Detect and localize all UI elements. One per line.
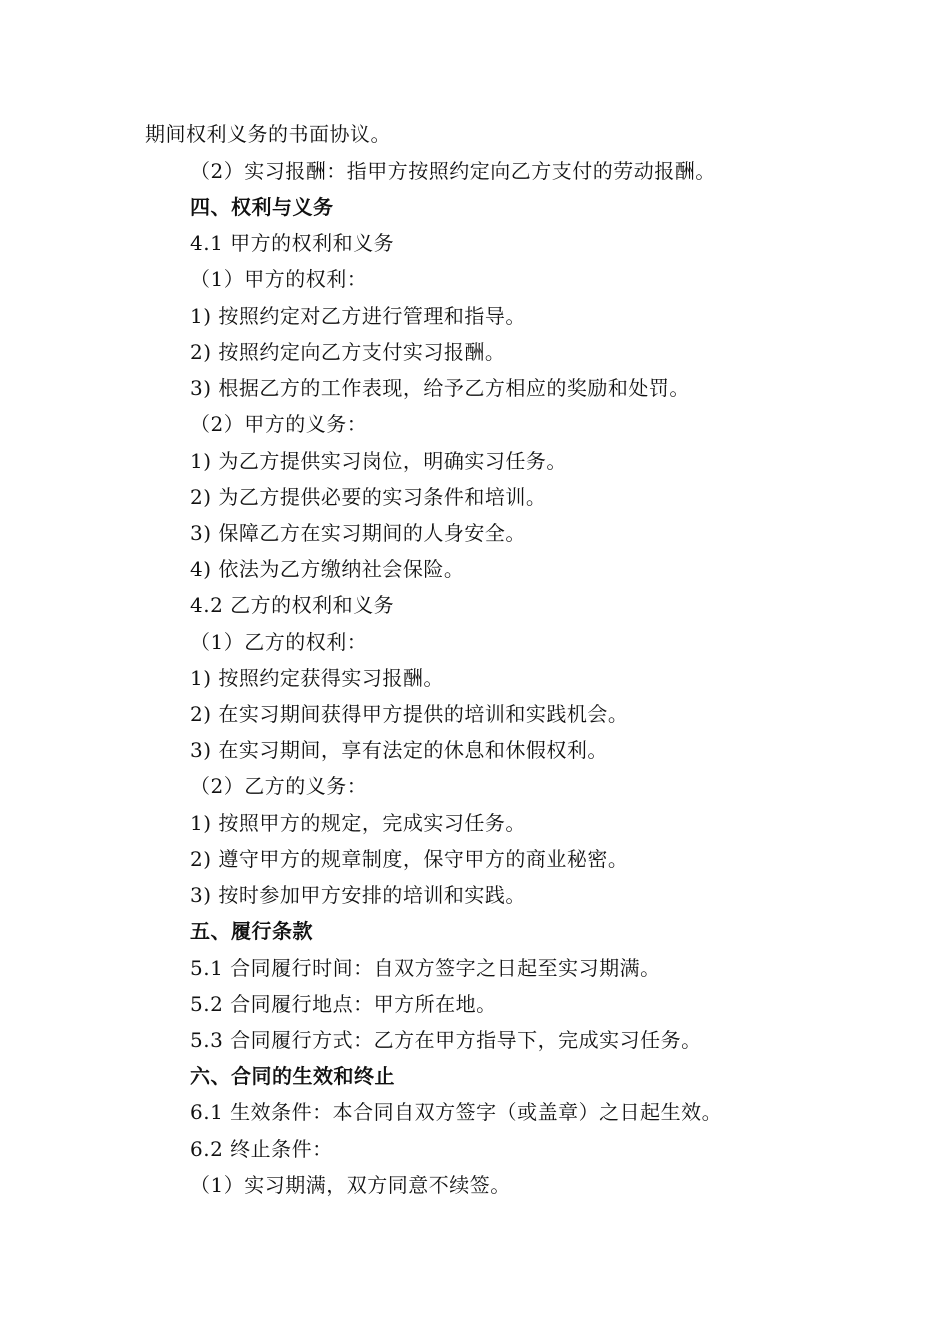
clause-item: 6.2 终止条件： — [190, 1137, 333, 1161]
list-heading: （2）甲方的义务： — [190, 412, 368, 436]
list-item: 2) 在实习期间获得甲方提供的培训和实践机会。 — [190, 702, 629, 726]
list-item: 2) 按照约定向乙方支付实习报酬。 — [190, 340, 506, 364]
list-item: 3) 按时参加甲方安排的培训和实践。 — [190, 883, 526, 907]
list-heading: （2）乙方的义务： — [190, 774, 368, 798]
definition-item: （2）实习报酬：指甲方按照约定向乙方支付的劳动报酬。 — [190, 159, 716, 183]
continuation-line: 期间权利义务的书面协议。 — [145, 122, 391, 146]
clause-item: 5.3 合同履行方式：乙方在甲方指导下，完成实习任务。 — [190, 1028, 702, 1052]
subsection-heading: 4.2 乙方的权利和义务 — [190, 593, 395, 617]
list-item: 3) 保障乙方在实习期间的人身安全。 — [190, 521, 526, 545]
section-heading: 六、合同的生效和终止 — [190, 1064, 395, 1088]
subsection-heading: 4.1 甲方的权利和义务 — [190, 231, 395, 255]
list-item: 2) 为乙方提供必要的实习条件和培训。 — [190, 485, 547, 509]
section-heading: 五、履行条款 — [190, 919, 313, 943]
list-item: 2) 遵守甲方的规章制度，保守甲方的商业秘密。 — [190, 847, 629, 871]
list-heading: （1）甲方的权利： — [190, 267, 368, 291]
list-item: （1）实习期满，双方同意不续签。 — [190, 1173, 511, 1197]
clause-item: 5.1 合同履行时间：自双方签字之日起至实习期满。 — [190, 956, 661, 980]
list-item: 3) 根据乙方的工作表现，给予乙方相应的奖励和处罚。 — [190, 376, 690, 400]
list-item: 3) 在实习期间，享有法定的休息和休假权利。 — [190, 738, 608, 762]
list-heading: （1）乙方的权利： — [190, 630, 368, 654]
list-item: 1) 按照约定对乙方进行管理和指导。 — [190, 304, 526, 328]
list-item: 1) 按照约定获得实习报酬。 — [190, 666, 444, 690]
list-item: 1) 按照甲方的规定，完成实习任务。 — [190, 811, 526, 835]
list-item: 1) 为乙方提供实习岗位，明确实习任务。 — [190, 449, 567, 473]
clause-item: 5.2 合同履行地点：甲方所在地。 — [190, 992, 497, 1016]
clause-item: 6.1 生效条件：本合同自双方签字（或盖章）之日起生效。 — [190, 1100, 723, 1124]
list-item: 4) 依法为乙方缴纳社会保险。 — [190, 557, 465, 581]
section-heading: 四、权利与义务 — [190, 195, 334, 219]
